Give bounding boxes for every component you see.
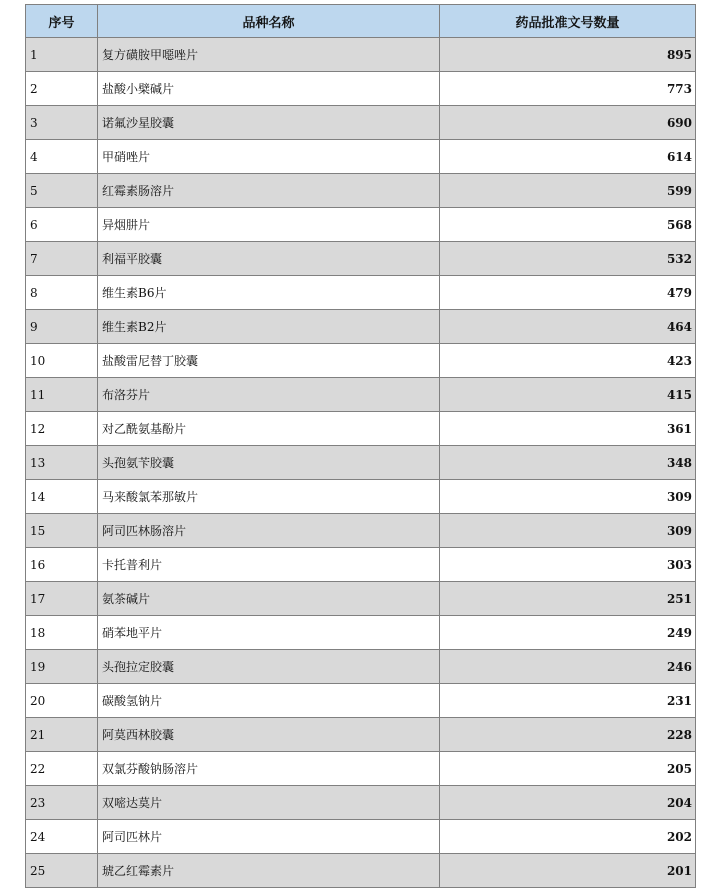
drug-name-cell: 阿司匹林片 [98, 820, 440, 854]
approval-count-cell: 204 [440, 786, 696, 820]
row-index-cell: 12 [26, 412, 98, 446]
header-count: 药品批准文号数量 [440, 5, 696, 38]
approval-count-cell: 251 [440, 582, 696, 616]
drug-name-cell: 盐酸小檗碱片 [98, 72, 440, 106]
approval-count-cell: 423 [440, 344, 696, 378]
approval-count-cell: 303 [440, 548, 696, 582]
table-row [26, 72, 696, 106]
table-row [26, 650, 696, 684]
table-row [26, 140, 696, 174]
row-index-cell: 3 [26, 106, 98, 140]
table-row [26, 684, 696, 718]
approval-count-cell: 532 [440, 242, 696, 276]
drug-name-cell: 利福平胶囊 [98, 242, 440, 276]
row-index-cell: 22 [26, 752, 98, 786]
drug-name-cell: 碳酸氢钠片 [98, 684, 440, 718]
table-row [26, 378, 696, 412]
row-index-cell: 18 [26, 616, 98, 650]
drug-name-cell: 诺氟沙星胶囊 [98, 106, 440, 140]
approval-count-cell: 614 [440, 140, 696, 174]
row-index-cell: 7 [26, 242, 98, 276]
row-index-cell: 14 [26, 480, 98, 514]
approval-count-cell: 348 [440, 446, 696, 480]
drug-name-cell: 盐酸雷尼替丁胶囊 [98, 344, 440, 378]
drug-name-cell: 双嘧达莫片 [98, 786, 440, 820]
table-row [26, 412, 696, 446]
approval-count-cell: 228 [440, 718, 696, 752]
table-row [26, 616, 696, 650]
approval-count-cell: 246 [440, 650, 696, 684]
approval-count-cell: 415 [440, 378, 696, 412]
table-row [26, 276, 696, 310]
approval-count-cell: 205 [440, 752, 696, 786]
table-row [26, 446, 696, 480]
table-row [26, 786, 696, 820]
row-index-cell: 25 [26, 854, 98, 888]
table-row [26, 820, 696, 854]
approval-count-cell: 202 [440, 820, 696, 854]
drug-name-cell: 阿莫西林胶囊 [98, 718, 440, 752]
table-row [26, 106, 696, 140]
table-body [26, 38, 696, 888]
drug-name-cell: 硝苯地平片 [98, 616, 440, 650]
header-name: 品种名称 [98, 5, 440, 38]
row-index-cell: 20 [26, 684, 98, 718]
row-index-cell: 5 [26, 174, 98, 208]
row-index-cell: 10 [26, 344, 98, 378]
table-row [26, 310, 696, 344]
drug-name-cell: 甲硝唑片 [98, 140, 440, 174]
row-index-cell: 17 [26, 582, 98, 616]
approval-count-cell: 309 [440, 480, 696, 514]
row-index-cell: 24 [26, 820, 98, 854]
drug-name-cell: 阿司匹林肠溶片 [98, 514, 440, 548]
table-header-row [26, 5, 696, 38]
row-index-cell: 11 [26, 378, 98, 412]
table-row [26, 854, 696, 888]
row-index-cell: 6 [26, 208, 98, 242]
drug-name-cell: 卡托普利片 [98, 548, 440, 582]
drug-name-cell: 布洛芬片 [98, 378, 440, 412]
drug-name-cell: 复方磺胺甲噁唑片 [98, 38, 440, 72]
approval-count-cell: 309 [440, 514, 696, 548]
drug-approval-table-container [25, 4, 696, 888]
approval-count-cell: 568 [440, 208, 696, 242]
approval-count-cell: 201 [440, 854, 696, 888]
drug-name-cell: 头孢氨苄胶囊 [98, 446, 440, 480]
header-index: 序号 [26, 5, 98, 38]
row-index-cell: 19 [26, 650, 98, 684]
approval-count-cell: 773 [440, 72, 696, 106]
approval-count-cell: 895 [440, 38, 696, 72]
drug-name-cell: 维生素B6片 [98, 276, 440, 310]
approval-count-cell: 231 [440, 684, 696, 718]
drug-name-cell: 马来酸氯苯那敏片 [98, 480, 440, 514]
approval-count-cell: 361 [440, 412, 696, 446]
approval-count-cell: 464 [440, 310, 696, 344]
drug-name-cell: 维生素B2片 [98, 310, 440, 344]
approval-count-cell: 249 [440, 616, 696, 650]
table-row [26, 208, 696, 242]
row-index-cell: 15 [26, 514, 98, 548]
table-row [26, 514, 696, 548]
row-index-cell: 16 [26, 548, 98, 582]
row-index-cell: 4 [26, 140, 98, 174]
row-index-cell: 8 [26, 276, 98, 310]
row-index-cell: 21 [26, 718, 98, 752]
row-index-cell: 2 [26, 72, 98, 106]
table-row [26, 344, 696, 378]
row-index-cell: 13 [26, 446, 98, 480]
table-row [26, 242, 696, 276]
drug-name-cell: 对乙酰氨基酚片 [98, 412, 440, 446]
row-index-cell: 23 [26, 786, 98, 820]
table-row [26, 718, 696, 752]
drug-name-cell: 头孢拉定胶囊 [98, 650, 440, 684]
table-row [26, 582, 696, 616]
table-row [26, 38, 696, 72]
approval-count-cell: 690 [440, 106, 696, 140]
approval-count-cell: 479 [440, 276, 696, 310]
drug-approval-table [25, 4, 696, 888]
table-row [26, 480, 696, 514]
drug-name-cell: 红霉素肠溶片 [98, 174, 440, 208]
table-row [26, 752, 696, 786]
row-index-cell: 9 [26, 310, 98, 344]
drug-name-cell: 琥乙红霉素片 [98, 854, 440, 888]
table-row [26, 548, 696, 582]
drug-name-cell: 双氯芬酸钠肠溶片 [98, 752, 440, 786]
drug-name-cell: 氨茶碱片 [98, 582, 440, 616]
drug-name-cell: 异烟肼片 [98, 208, 440, 242]
table-row [26, 174, 696, 208]
row-index-cell: 1 [26, 38, 98, 72]
approval-count-cell: 599 [440, 174, 696, 208]
